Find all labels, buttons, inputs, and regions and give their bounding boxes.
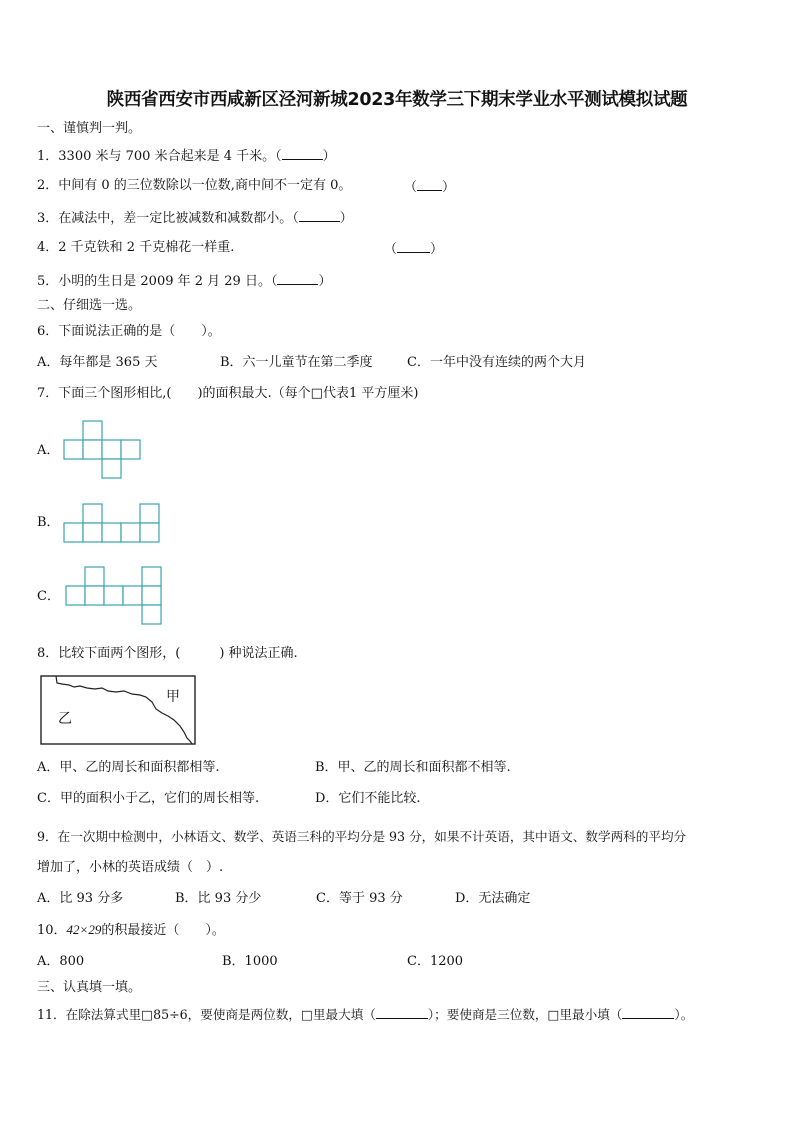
question-6-option-c[interactable]: C．一年中没有连续的两个大月 xyxy=(407,355,586,370)
question-4-text: 4．2 千克铁和 2 千克棉花一样重. xyxy=(37,240,235,255)
question-4-close: ） xyxy=(430,242,444,257)
question-4-open: （ xyxy=(384,242,398,257)
question-10-option-b[interactable]: B．1000 xyxy=(222,954,278,969)
question-9-line-2: 增加了，小林的英语成绩（ ）. xyxy=(37,860,224,875)
question-4-answer xyxy=(384,240,443,258)
question-2-close: ） xyxy=(442,180,456,195)
question-10-option-a[interactable]: A．800 xyxy=(37,954,85,969)
question-1-close: ） xyxy=(322,149,336,164)
question-9-option-a[interactable]: A．比 93 分多 xyxy=(37,891,124,906)
question-7-text: 7．下面三个图形相比,( )的面积最大.（每个□代表1 平方厘米) xyxy=(37,386,419,401)
answer-blank[interactable] xyxy=(282,147,323,160)
question-7-option-a[interactable]: A． xyxy=(37,443,60,458)
shape-a-figure xyxy=(64,420,144,480)
question-6-option-a[interactable]: A．每年都是 365 天 xyxy=(37,355,158,370)
question-10 xyxy=(37,922,225,939)
question-10-expression: 42×29 xyxy=(66,922,102,937)
page-title: 陕西省西安市西咸新区泾河新城2023年数学三下期末学业水平测试模拟试题 xyxy=(106,90,688,110)
question-10-number: 10． xyxy=(37,923,67,938)
answer-blank[interactable] xyxy=(277,272,318,285)
question-2-open: （ xyxy=(404,180,418,195)
label-jia: 甲 xyxy=(166,689,180,705)
question-2-text: 2．中间有 0 的三位数除以一位数,商中间不一定有 0。 xyxy=(37,178,352,193)
question-9-option-c[interactable]: C．等于 93 分 xyxy=(316,891,403,906)
question-11-close: ）。 xyxy=(674,1007,694,1022)
question-5 xyxy=(37,272,331,290)
shape-b-figure xyxy=(64,503,164,545)
answer-blank[interactable] xyxy=(299,209,340,222)
question-7-option-c[interactable]: C． xyxy=(37,589,60,604)
section-heading-2: 二、仔细选一选。 xyxy=(37,298,142,313)
question-1-text: 1．3300 米与 700 米合起来是 4 千米。（ xyxy=(37,149,282,164)
answer-blank[interactable] xyxy=(622,1006,674,1019)
answer-blank[interactable] xyxy=(397,240,430,253)
question-5-close: ） xyxy=(318,274,332,289)
question-2-answer xyxy=(404,178,455,196)
question-9-option-b[interactable]: B．比 93 分少 xyxy=(175,891,262,906)
label-yi: 乙 xyxy=(58,711,72,727)
question-11 xyxy=(37,1006,693,1023)
question-3-text: 3．在减法中，差一定比被减数和减数都小。（ xyxy=(37,211,299,226)
question-6-option-b[interactable]: B．六一儿童节在第二季度 xyxy=(220,355,373,370)
question-10-text: 的积最接近（ ）。 xyxy=(101,923,225,938)
question-6-text: 6．下面说法正确的是（ ）。 xyxy=(37,324,221,339)
answer-blank[interactable] xyxy=(417,178,442,191)
question-9-option-d[interactable]: D．无法确定 xyxy=(455,891,531,906)
shape-c-figure xyxy=(66,566,166,626)
answer-blank[interactable] xyxy=(376,1006,428,1019)
question-10-option-c[interactable]: C．1200 xyxy=(407,954,464,969)
question-8-text: 8．比较下面两个图形，( ) 种说法正确. xyxy=(37,646,298,661)
question-8-option-c[interactable]: C．甲的面积小于乙，它们的周长相等. xyxy=(37,791,260,806)
question-3-close: ） xyxy=(339,211,353,226)
question-8-option-d[interactable]: D．它们不能比较. xyxy=(315,791,421,806)
question-7-option-b[interactable]: B． xyxy=(37,515,60,530)
question-8-option-b[interactable]: B．甲、乙的周长和面积都不相等. xyxy=(315,760,511,775)
question-11-text-2: ）；要使商是三位数，□里最小填（ xyxy=(427,1007,623,1022)
question-9-line-1: 9．在一次期中检测中，小林语文、数学、英语三科的平均分是 93 分，如果不计英语，其中语文、数学两科的平均分 xyxy=(37,829,687,844)
shape-comparison-figure xyxy=(40,675,198,747)
question-1 xyxy=(37,147,336,165)
question-11-text-1: 11．在除法算式里□85÷6，要使商是两位数，□里最大填（ xyxy=(37,1007,376,1022)
question-3 xyxy=(37,209,353,227)
question-5-text: 5．小明的生日是 2009 年 2 月 29 日。（ xyxy=(37,274,278,289)
section-heading-3: 三、认真填一填。 xyxy=(37,980,142,995)
question-8-option-a[interactable]: A．甲、乙的周长和面积都相等. xyxy=(37,760,220,775)
section-heading-1: 一、谨慎判一判。 xyxy=(37,121,142,136)
